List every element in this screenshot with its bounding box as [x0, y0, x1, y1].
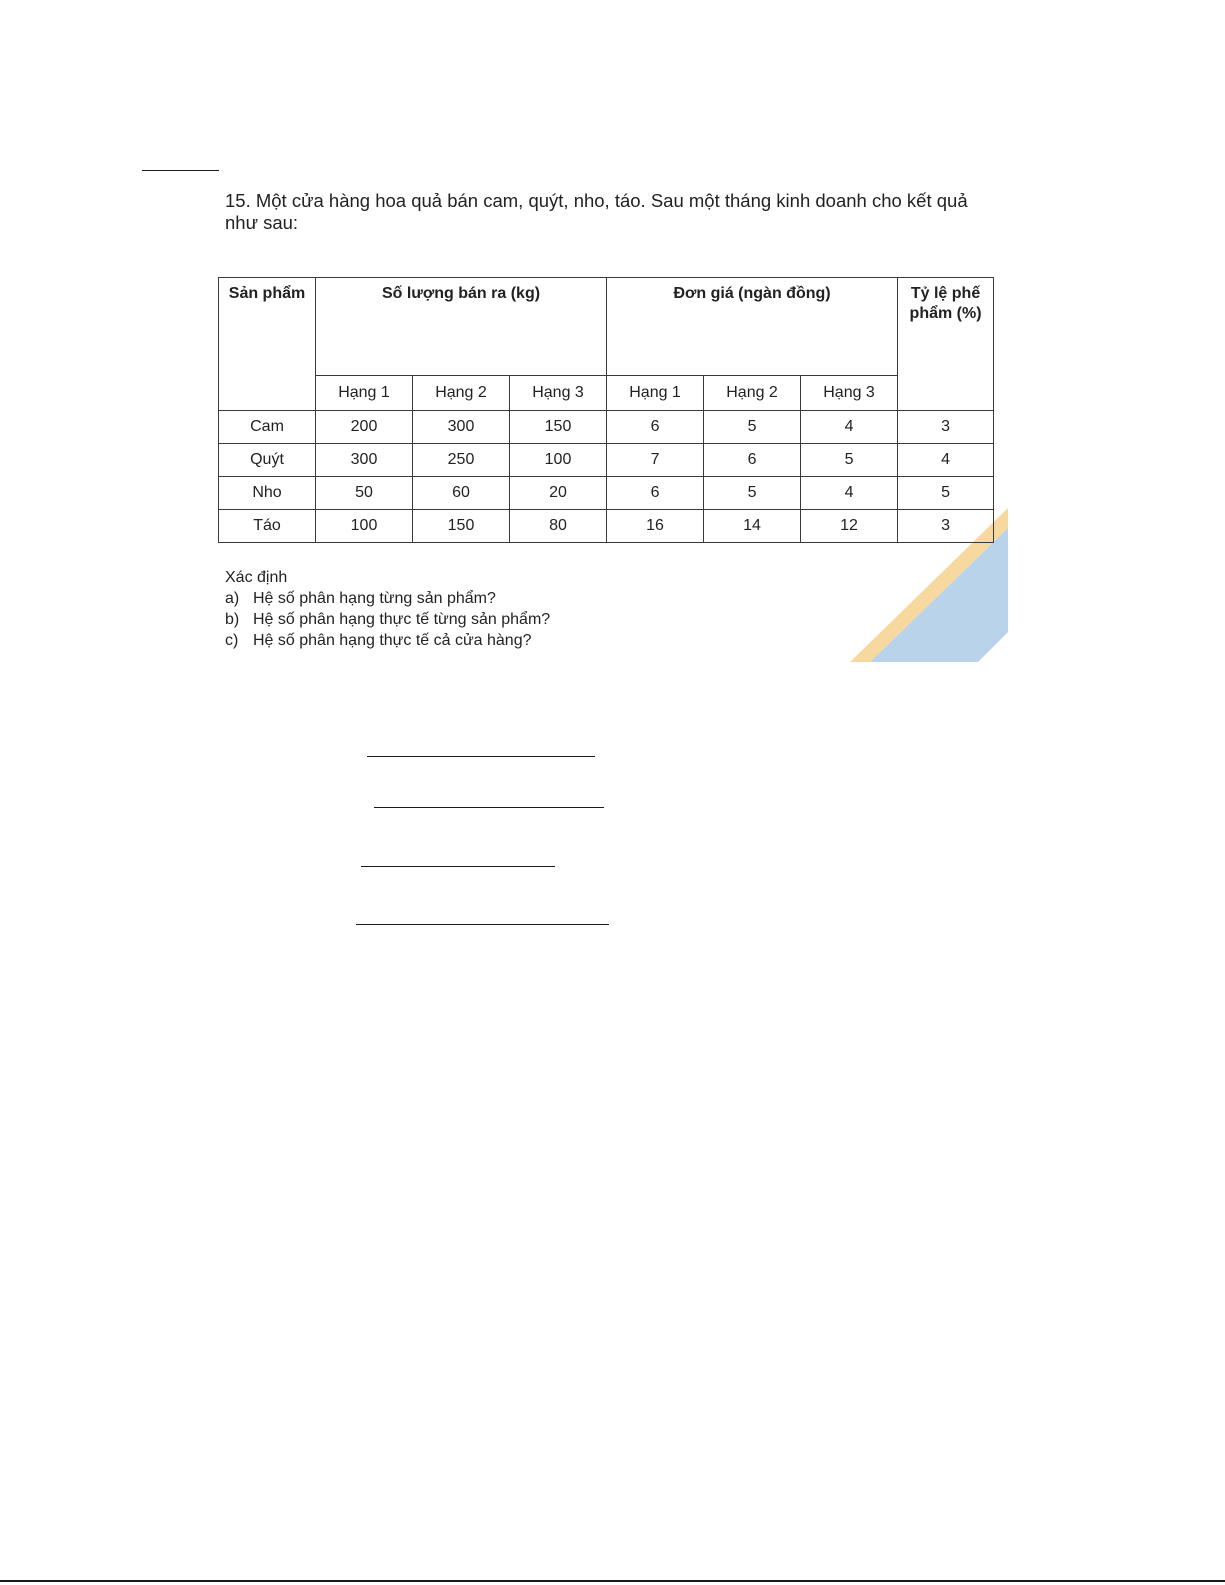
cell-defect: 3 [898, 510, 994, 543]
header-grade: Hạng 2 [704, 376, 801, 411]
cell-qty: 100 [510, 444, 607, 477]
cell-qty: 200 [316, 411, 413, 444]
cell-price: 4 [801, 477, 898, 510]
cell-price: 6 [704, 444, 801, 477]
header-grade: Hạng 1 [316, 376, 413, 411]
blank-line-2 [374, 807, 604, 808]
question-letter: c) [225, 632, 239, 649]
question-text: Hệ số phân hạng thực tế từng sản phẩm? [253, 611, 551, 628]
table-row [219, 510, 994, 543]
blank-line-1 [367, 756, 595, 757]
cell-product: Nho [219, 477, 316, 510]
cell-qty: 300 [316, 444, 413, 477]
header-grade: Hạng 3 [510, 376, 607, 411]
cell-qty: 80 [510, 510, 607, 543]
problem-statement: 15. Một cửa hàng hoa quả bán cam, quýt, nho, táo. Sau một tháng kinh doanh cho kết quả như sau: [225, 190, 968, 233]
cell-qty: 100 [316, 510, 413, 543]
header-price: Đơn giá (ngàn đồng) [607, 278, 898, 376]
table-row [219, 411, 994, 444]
header-quantity: Số lượng bán ra (kg) [316, 278, 607, 376]
question-text: Hệ số phân hạng từng sản phẩm? [253, 590, 496, 607]
cell-defect: 5 [898, 477, 994, 510]
cell-price: 5 [801, 444, 898, 477]
cell-price: 16 [607, 510, 704, 543]
table-row [219, 444, 994, 477]
page-bottom-rule [0, 1580, 1225, 1582]
cell-price: 5 [704, 477, 801, 510]
cell-qty: 60 [413, 477, 510, 510]
header-rule [142, 170, 219, 171]
cell-price: 6 [607, 411, 704, 444]
blank-line-3 [361, 866, 555, 867]
cell-product: Táo [219, 510, 316, 543]
cell-price: 4 [801, 411, 898, 444]
table-row [219, 477, 994, 510]
cell-price: 5 [704, 411, 801, 444]
cell-product: Cam [219, 411, 316, 444]
cell-qty: 300 [413, 411, 510, 444]
cell-defect: 4 [898, 444, 994, 477]
question-text: Hệ số phân hạng thực tế cả cửa hàng? [253, 632, 532, 649]
cell-price: 7 [607, 444, 704, 477]
question-list [225, 567, 550, 651]
question-intro: Xác định [225, 569, 288, 586]
header-grade: Hạng 2 [413, 376, 510, 411]
question-letter: b) [225, 611, 240, 628]
problem-excerpt [218, 180, 1008, 662]
header-grade: Hạng 3 [801, 376, 898, 411]
question-item [225, 630, 550, 651]
question-letter: a) [225, 590, 240, 607]
cell-qty: 20 [510, 477, 607, 510]
sales-table [218, 277, 994, 543]
cell-price: 14 [704, 510, 801, 543]
header-product: Sản phẩm [219, 278, 316, 411]
header-grade: Hạng 1 [607, 376, 704, 411]
cell-price: 12 [801, 510, 898, 543]
question-item [225, 588, 550, 609]
cell-qty: 150 [510, 411, 607, 444]
cell-qty: 250 [413, 444, 510, 477]
cell-defect: 3 [898, 411, 994, 444]
cell-product: Quýt [219, 444, 316, 477]
header-defect-rate: Tỷ lệ phế phẩm (%) [898, 278, 994, 411]
question-item [225, 609, 550, 630]
blank-line-4 [356, 924, 609, 925]
cell-qty: 150 [413, 510, 510, 543]
cell-qty: 50 [316, 477, 413, 510]
cell-price: 6 [607, 477, 704, 510]
